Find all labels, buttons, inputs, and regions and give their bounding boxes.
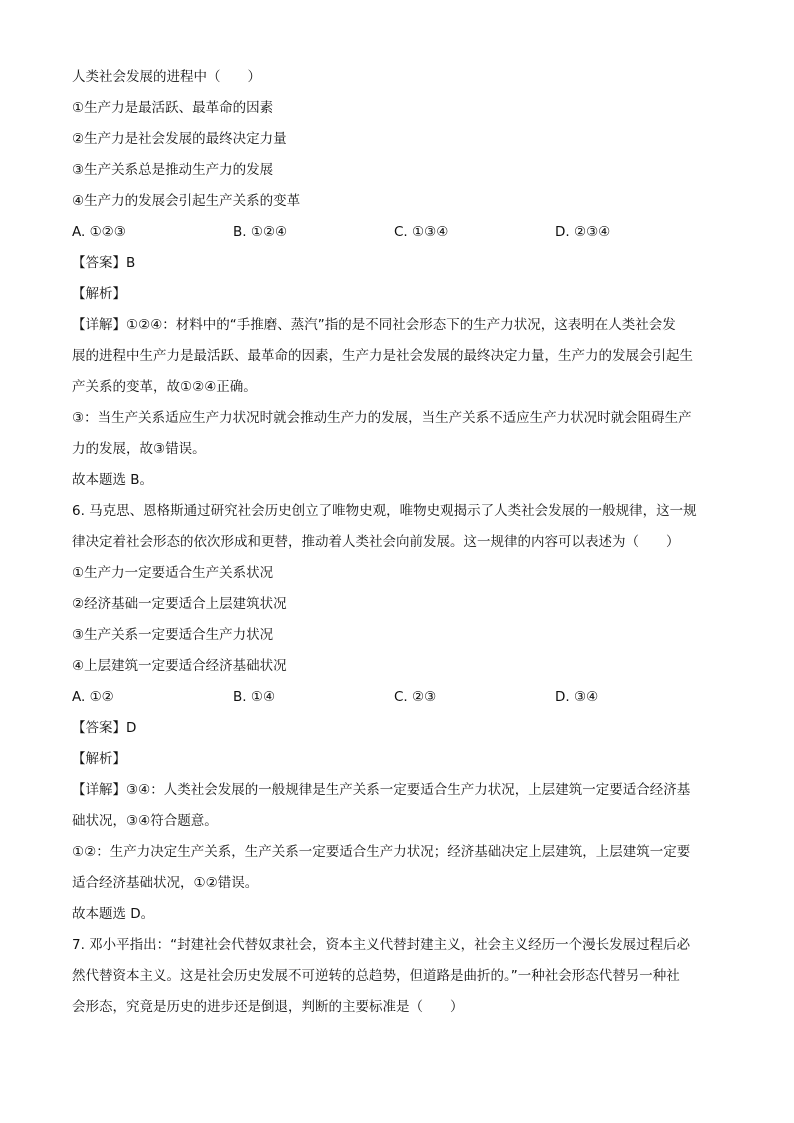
q6-option-d: D. ③④ — [555, 689, 599, 705]
q6-statement-3: ③生产关系一定要适合生产力状况 — [72, 627, 274, 643]
q5-detail-line-1: 【详解】①②④：材料中的“手推磨、蒸汽”指的是不同社会形态下的生产力状况，这表明在人类社会发 — [72, 317, 676, 333]
q5-detail-line-4: ③：当生产关系适应生产力状况时就会推动生产力的发展，当生产关系不适应生产力状况时就会阻碍生产 — [72, 410, 692, 426]
q6-detail-line-5: 故本题选 D。 — [72, 906, 155, 922]
q6-stem-line-2: 律决定着社会形态的依次形成和更替，推动着人类社会向前发展。这一规律的内容可以表述为（ ） — [72, 534, 680, 550]
q6-statement-4: ④上层建筑一定要适合经济基础状况 — [72, 658, 287, 674]
q5-option-b: B. ①②④ — [233, 224, 288, 240]
q6-option-b: B. ①④ — [233, 689, 276, 705]
q5-option-c: C. ①③④ — [394, 224, 449, 240]
q5-detail-line-6: 故本题选 B。 — [72, 472, 154, 488]
q7-stem-line-3: 会形态，究竟是历史的进步还是倒退，判断的主要标准是（ ） — [72, 999, 464, 1015]
q5-detail-line-5: 力的发展，故③错误。 — [72, 441, 206, 457]
q5-detail-line-2: 展的进程中生产力是最活跃、最革命的因素，生产力是社会发展的最终决定力量，生产力的发展会引起生 — [72, 348, 693, 364]
q5-stem-tail: 人类社会发展的进程中（ ） — [72, 69, 261, 85]
q5-statement-3: ③生产关系总是推动生产力的发展 — [72, 162, 274, 178]
q6-analysis-label: 【解析】 — [72, 751, 126, 767]
q6-detail-line-3: ①②：生产力决定生产关系，生产关系一定要适合生产力状况；经济基础决定上层建筑，上层建筑一定要 — [72, 844, 691, 860]
q6-option-a: A. ①② — [72, 689, 114, 705]
q6-answer: 【答案】D — [72, 720, 137, 736]
q5-statement-1: ①生产力是最活跃、最革命的因素 — [72, 100, 274, 116]
q6-detail-line-2: 础状况，③④符合题意。 — [72, 813, 218, 829]
q6-detail-line-4: 适合经济基础状况，①②错误。 — [72, 875, 259, 891]
q5-option-a: A. ①②③ — [72, 224, 126, 240]
q6-statement-1: ①生产力一定要适合生产关系状况 — [72, 565, 274, 581]
q5-analysis-label: 【解析】 — [72, 286, 126, 302]
q5-answer: 【答案】B — [72, 255, 136, 271]
q5-statement-4: ④生产力的发展会引起生产关系的变革 — [72, 193, 301, 209]
q6-detail-line-1: 【详解】③④：人类社会发展的一般规律是生产关系一定要适合生产力状况，上层建筑一定要适合经济基 — [72, 782, 691, 798]
q6-options — [72, 682, 732, 713]
q5-statement-2: ②生产力是社会发展的最终决定力量 — [72, 131, 287, 147]
q7-stem-line-2: 然代替资本主义。这是社会历史发展不可逆转的总趋势，但道路是曲折的。”一种社会形态代替另一种社 — [72, 968, 680, 984]
q6-statement-2: ②经济基础一定要适合上层建筑状况 — [72, 596, 287, 612]
q5-options — [72, 217, 732, 248]
q7-stem-line-1: 7. 邓小平指出：“封建社会代替奴隶社会，资本主义代替封建主义，社会主义经历一个漫长发展过程后必 — [72, 937, 691, 953]
document-page — [72, 62, 732, 1023]
q6-option-c: C. ②③ — [394, 689, 437, 705]
q5-detail-line-3: 产关系的变革，故①②④正确。 — [72, 379, 257, 395]
q6-stem-line-1: 6. 马克思、恩格斯通过研究社会历史创立了唯物史观，唯物史观揭示了人类社会发展的一般规律，这一规 — [72, 503, 697, 519]
q5-option-d: D. ②③④ — [555, 224, 611, 240]
